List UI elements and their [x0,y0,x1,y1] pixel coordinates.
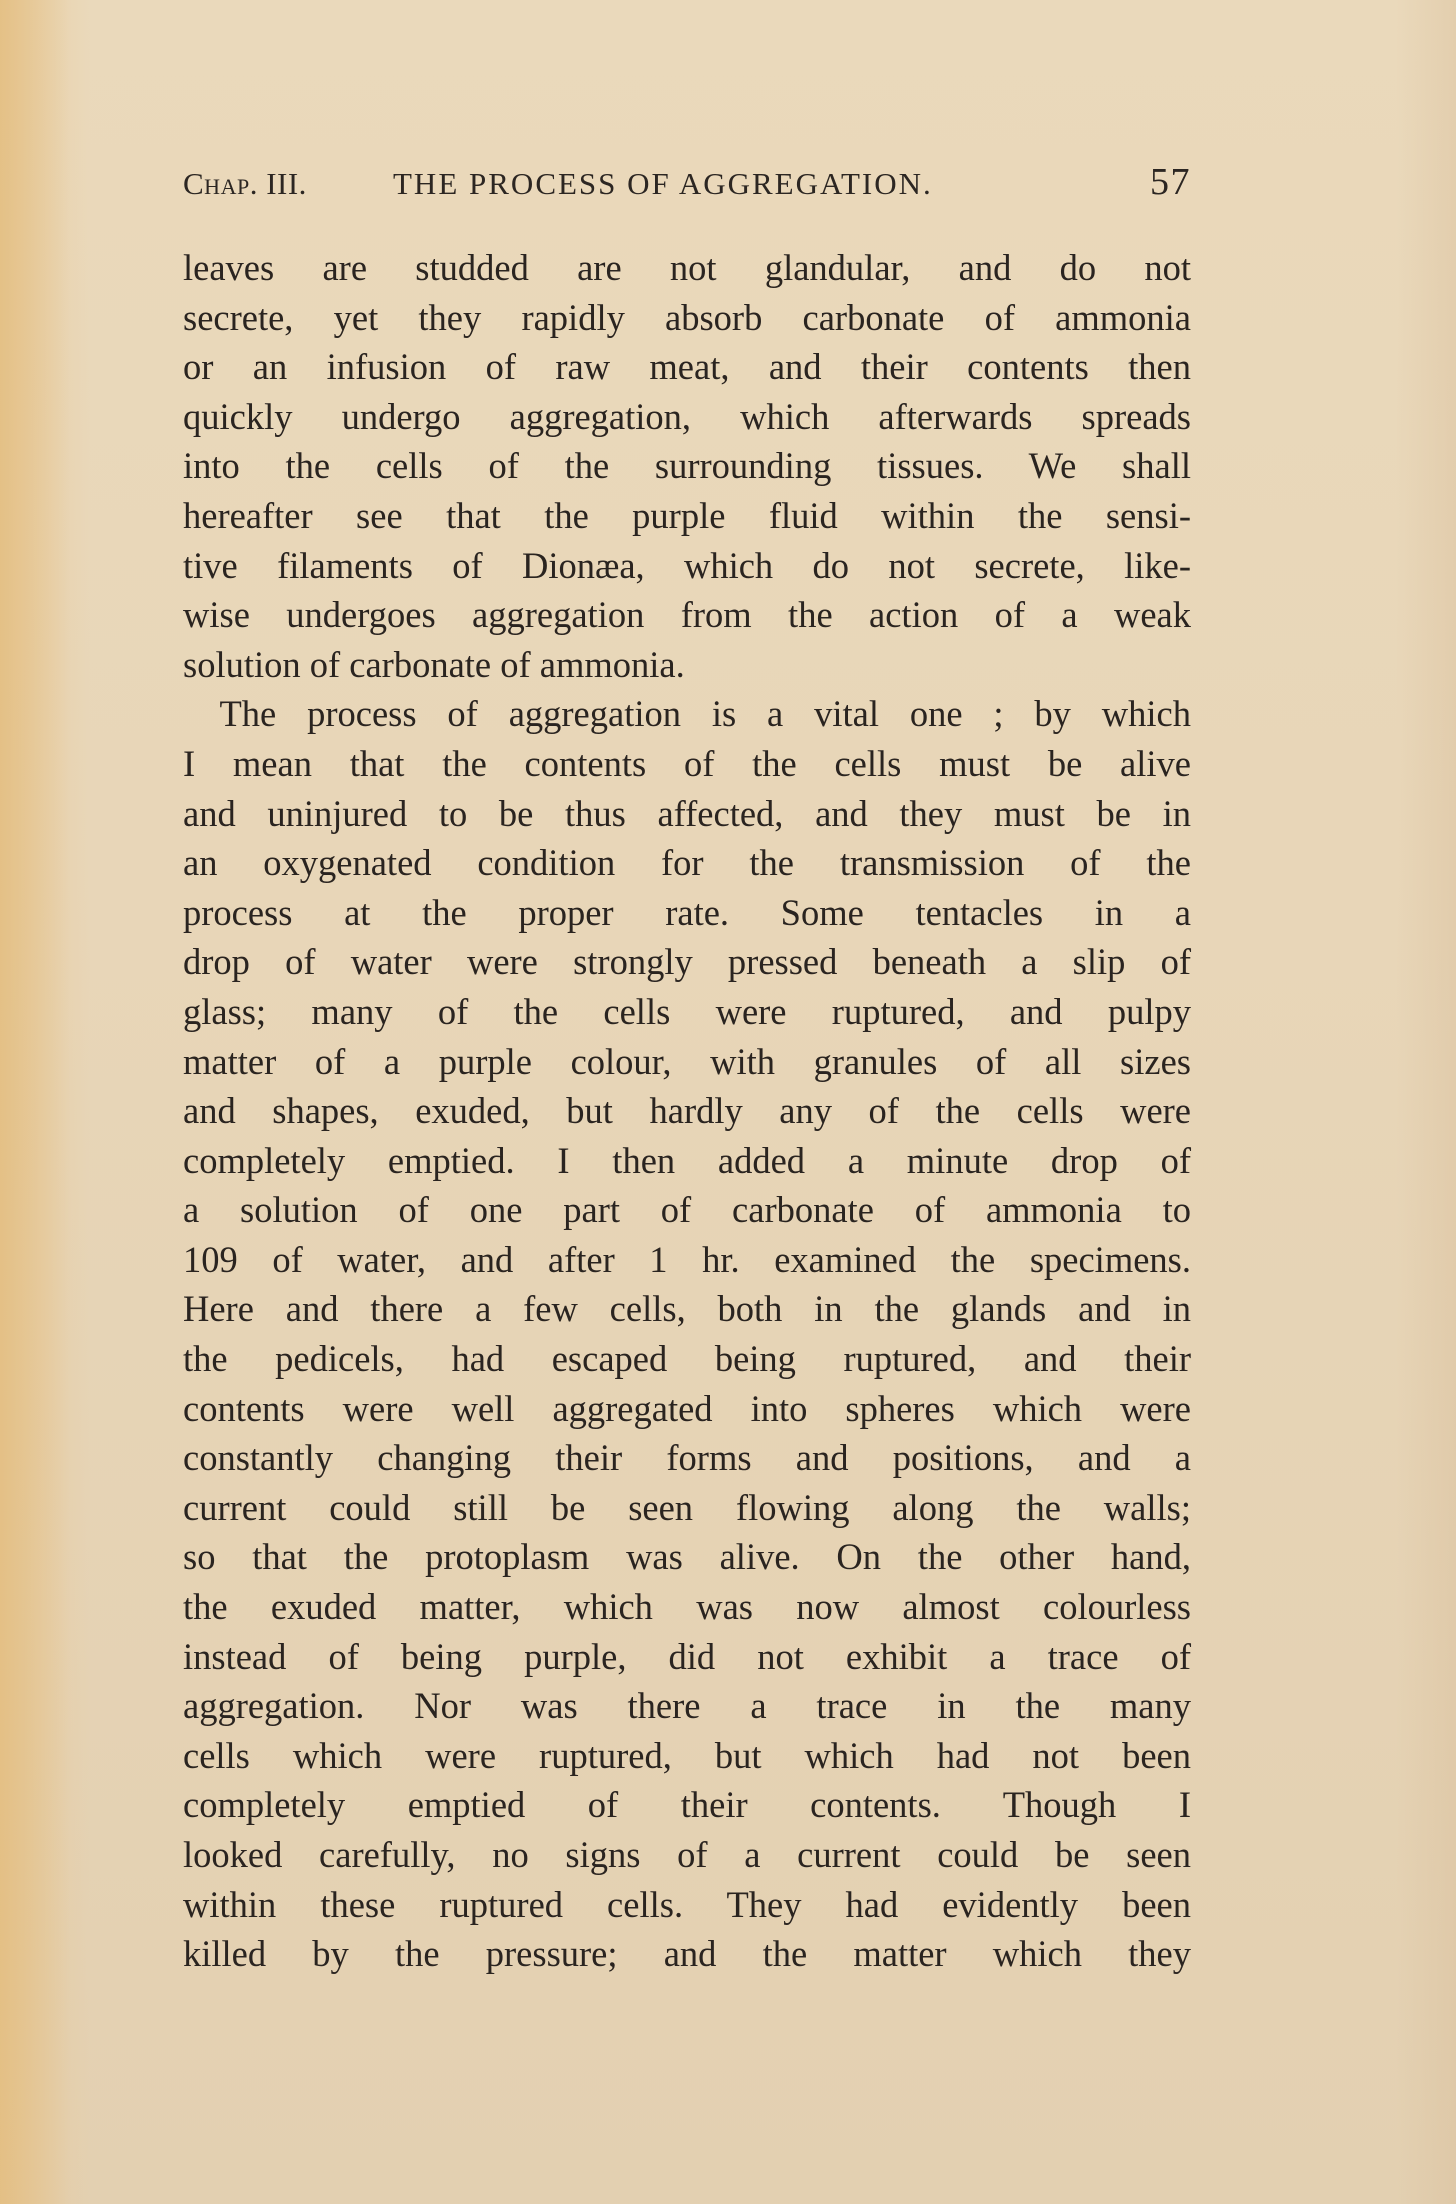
text-line: cells which were ruptured, but which had not been [183,1734,1191,1776]
text-line: contents were well aggregated into spheres which were [183,1387,1191,1429]
text-line: within these ruptured cells. They had evidently been [183,1883,1191,1925]
text-line: the exuded matter, which was now almost colourless [183,1586,1191,1628]
text-line: and uninjured to be thus affected, and they must be in [183,792,1191,834]
text-line: into the cells of the surrounding tissues. We shall [183,445,1191,487]
text-line: instead of being purple, did not exhibit a trace of [183,1635,1191,1677]
page-number: 57 [1150,161,1191,203]
text-line: wise undergoes aggregation from the action of a weak [183,594,1191,636]
running-head [183,160,1191,212]
text-line: looked carefully, no signs of a current could be seen [183,1834,1191,1875]
text-line: Here and there a few cells, both in the glands and in [183,1288,1191,1330]
text-line: and shapes, exuded, but hardly any of the cells were [183,1090,1191,1132]
text-line: aggregation. Nor was there a trace in the many [183,1685,1191,1727]
text-line: 109 of water, and after 1 hr. examined the specimens. [183,1238,1191,1280]
spine-shadow [0,0,70,2204]
chapter-title: THE PROCESS OF AGGREGATION. [393,166,933,201]
text-line: the pedicels, had escaped being ruptured, and their [183,1338,1191,1380]
text-line: completely emptied. I then added a minute drop of [183,1139,1191,1181]
text-line: completely emptied of their contents. Though I [183,1784,1191,1826]
text-line: process at the proper rate. Some tentacles in a [183,891,1191,933]
text-line: current could still be seen flowing along the walls; [183,1486,1191,1528]
text-line: secrete, yet they rapidly absorb carbonate of ammonia [183,296,1191,338]
page-edge-shadow [1396,0,1456,2204]
text-line: so that the protoplasm was alive. On the other hand, [183,1536,1191,1578]
paragraph-end-line: solution of carbonate of ammonia. [183,643,685,685]
text-line: quickly undergo aggregation, which afterwards spreads [183,395,1191,437]
text-line: glass; many of the cells were ruptured, and pulpy [183,990,1191,1032]
text-line: a solution of one part of carbonate of ammonia to [183,1189,1191,1231]
chapter-label: Chap. III. [183,166,307,201]
text-line: tive filaments of Dionæa, which do not secrete, like- [183,544,1191,586]
text-line: drop of water were strongly pressed beneath a slip of [183,941,1191,983]
body-text [183,243,1191,1979]
paragraph-start-line: The process of aggregation is a vital one ; by which [183,693,1191,735]
text-line: matter of a purple colour, with granules of all sizes [183,1040,1191,1082]
text-line: killed by the pressure; and the matter which they [183,1933,1191,1975]
text-line: leaves are studded are not glandular, and do not [183,247,1191,288]
text-line: I mean that the contents of the cells must be alive [183,742,1191,784]
text-line: constantly changing their forms and positions, and a [183,1437,1191,1479]
text-line: hereafter see that the purple fluid within the sensi- [183,494,1191,536]
text-line: or an infusion of raw meat, and their contents then [183,346,1191,388]
text-line: an oxygenated condition for the transmission of the [183,842,1191,884]
